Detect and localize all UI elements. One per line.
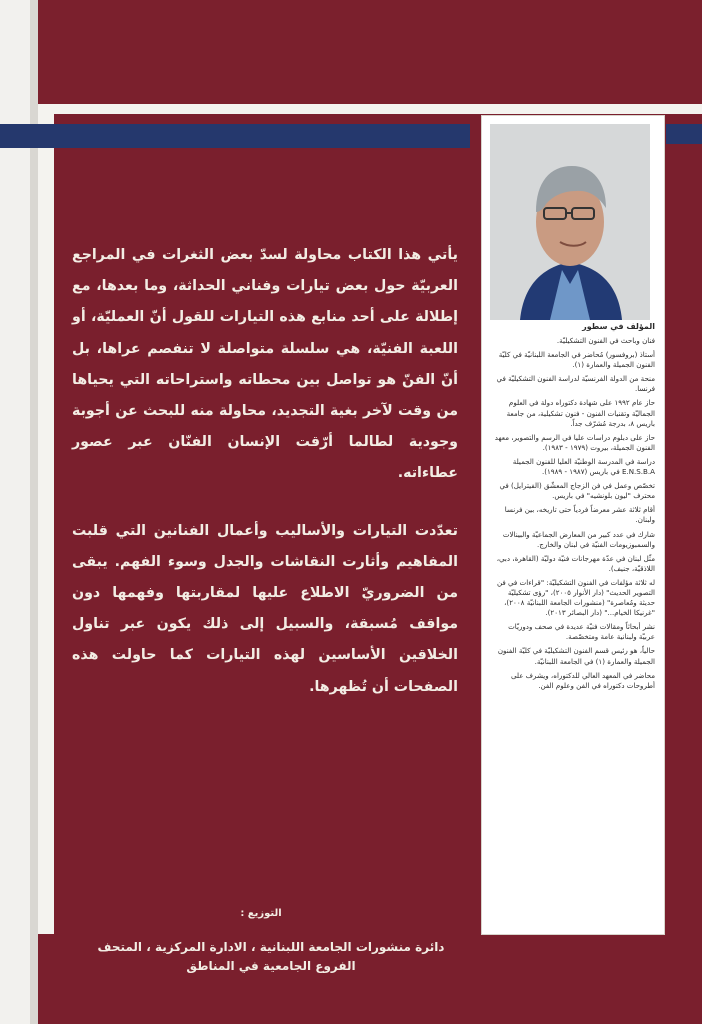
bio-item: حالياً، هو رئيس قسم الفنون التشكيليّة في كليّة الفنون الجميلة والعمارة (١) في الجامعة اللبنانيّة.: [497, 646, 655, 666]
main-description: [72, 240, 458, 729]
top-band: [38, 0, 702, 104]
bio-item: له ثلاثة مؤلفات في الفنون التشكيليّة: "قراءات في فن التصوير الحديث" (دار الأنوار ٢٠٠٥)، "رؤى تشكيليّة حديثة ومُعاصرة" (منشورات الجامعة اللبنانيّة ٢٠٠٨)، "غرنيكا الخيام..." (دار البصائر ٢٠١٣).: [496, 577, 655, 618]
distribution-label: التوزيع :: [240, 908, 282, 919]
top-white-rule: [38, 104, 702, 114]
blue-stripe-right: [666, 124, 702, 144]
distribution-line-2: الفروع الجامعية في المناطق: [186, 959, 356, 973]
bio-item: مثّل لبنان في عدّة مهرجانات فنيّة دوليّة (القاهرة، دبي، اللاذقيّة، جنيف).: [496, 553, 655, 573]
page-edge-shadow: [30, 0, 38, 1024]
bio-item: دراسة في المدرسة الوطنيّة العليا للفنون الجميلة E.N.S.B.A في باريس (١٩٨٧ - ١٩٨٩).: [512, 456, 655, 477]
bio-item: أقام ثلاثة عشر معرضاً فردياً حتى تاريخه، بين فرنسا ولبنان.: [504, 505, 655, 525]
bio-item: منحة من الدولة الفرنسيّة لدراسة الفنون التشكيليّة في فرنسا.: [496, 374, 655, 394]
bio-item: فنان وباحث في الفنون التشكيليّة.: [556, 336, 655, 345]
blue-stripe-left: [0, 124, 470, 148]
left-white-rule: [38, 114, 54, 934]
bio-item: نشر أبحاثاً ومقالات فنيّة عديدة في صحف ودوريّات عربيّة ولبنانية عامة ومتخصّصة.: [508, 622, 655, 642]
page-edge-left: [0, 0, 30, 1024]
bio-item: تخصّص وعمل في فن الزجاج المعشّق (الفيترايل) في محترف "ليون بلونشيه" في باريس.: [499, 481, 655, 501]
distribution-line-1: دائرة منشورات الجامعة اللبنانية ، الادارة المركزية ، المتحف: [97, 940, 445, 954]
author-bio: [491, 322, 655, 695]
bio-item: أستاذ (بروفسور) مُحاضر في الجامعة اللبنانيّة في كليّة الفنون الجميلة والعمارة (١).: [498, 350, 655, 370]
bio-item: حاز على دبلوم دراسات عليا في الرسم والتصوير، معهد الفنون الجميلة، بيروت (١٩٧٩ - ١٩٨٣).: [494, 432, 655, 452]
author-photo: [490, 124, 650, 320]
bio-item: محاضر في المعهد العالي للدكتوراه، ويشرف على أطروحات دكتوراه في الفن وعلوم الفن.: [510, 670, 655, 690]
description-paragraph-2: تعدّدت التيارات والأساليب وأعمال الفنانين التي قلبت المفاهيم وأثارت النقاشات والجدل وسوء الفهم. يبقى من الضروريّ الاطلاع عليها لمقاربتها وفهمها دون مواقف مُسبقة، والسبيل إلى ذلك يكون عبر تناول الخلاقين الأساسين لهذه التيارات كما حاولت هذه الصفحات أن تُظهرها.: [72, 522, 458, 695]
author-title: المؤلف في سطور: [582, 322, 655, 331]
bio-item: شارك في عدد كبير من المعارض الجماعيّة والبينالات والسمبوزيومات الفنيّة في لبنان والخارج.: [502, 529, 655, 549]
bio-item: حاز عام ١٩٩٢ على شهادة دكتوراه دولة في العلوم الجماليّة وتقنيات الفنون - فنون تشكيلية، من جامعة باريس ٨، بدرجة مُشرّف جداً.: [506, 398, 655, 428]
description-paragraph-1: يأتي هذا الكتاب محاولة لسدّ بعض الثغرات في المراجع العربيّة حول بعض تيارات وفناني الحداثة، وما بعدها، مع إطلالة على أحد منابع هذه التيارات للقول أنّ العمليّة، أو اللعبة الفنيّة، هي سلسلة متواصلة لا تنفصم عراها، بل أنّ الفنّ هو تواصل بين محطاته واستراحاته التي يحياها من وقت لآخر بغية التجديد، محاولة منه للبحث عن أجوبة وجودية لطالما أرّقت الإنسان الفنّان عبر عصور عطاءاته.: [72, 247, 458, 482]
